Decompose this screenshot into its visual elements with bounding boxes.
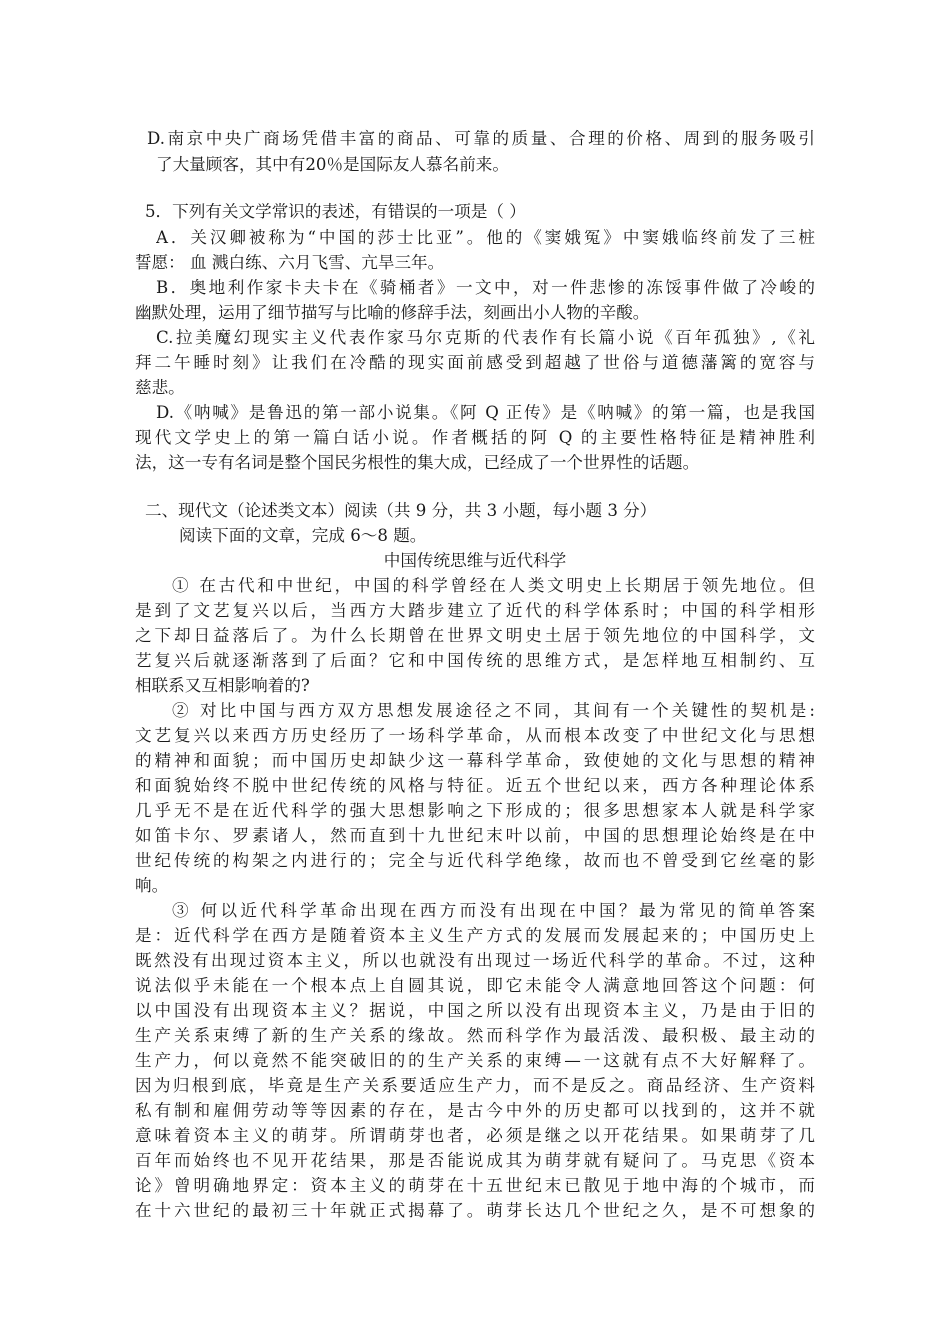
article-title: 中国传统思维与近代科学 <box>383 551 567 570</box>
article-paragraph-line: 文艺复兴以来西方历史经历了一场科学革命，从而根本改变了中世纪文化与思想 <box>135 726 815 745</box>
article-paragraph-line: 的精神和面貌；而中国历史却缺少这一幕科学革命，致使她的文化与思想的精神 <box>135 751 815 770</box>
article-paragraph-line: 以中国没有出现资本主义？据说，中国之所以没有出现资本主义，乃是由于旧的 <box>135 1001 815 1020</box>
section-heading: 二、现代文（论述类文本）阅读（共 9 分，共 3 小题，每小题 3 分） <box>145 501 657 520</box>
article-paragraph-line: 既然没有出现过资本主义，所以也就没有出现过一场近代科学的革命。不过，这种 <box>135 951 815 970</box>
question-5-option-a: 誓愿： 血 溅白练、六月飞雪、亢旱三年。 <box>135 253 445 272</box>
article-paragraph-line: 相联系又互相影响着的? <box>135 676 310 695</box>
question-5-option-a: A．关汉卿被称为“中国的莎士比亚”。他的《窦娥冤》中窦娥临终前发了三桩 <box>156 228 815 247</box>
question-5-option-b: B．奥地利作家卡夫卡在《骑桶者》一文中，对一件悲惨的冻馁事件做了冷峻的 <box>156 278 815 297</box>
question-5-option-c: 慈悲。 <box>135 378 185 397</box>
article-paragraph-line: 私有制和雇佣劳动等等因素的存在，是古今中外的历史都可以找到的，这并不就 <box>135 1101 815 1120</box>
article-paragraph-line: 几乎无不是在近代科学的强大思想影响之下形成的；很多思想家本人就是科学家 <box>135 801 815 820</box>
article-paragraph-line: 响。 <box>135 876 169 895</box>
option-d-prev-line: 了大量顾客，其中有20％是国际友人慕名前来。 <box>156 155 509 174</box>
article-paragraph-line: 艺复兴后就逐渐落到了后面？它和中国传统的思维方式，是怎样地互相制约、互 <box>135 651 815 670</box>
article-paragraph-line: 百年而始终也不见开花结果，那是否能说成其为萌芽就有疑问了。马克思《资本 <box>135 1151 815 1170</box>
question-5-option-c: 拜二午睡时刻》让我们在冷酷的现实面前感受到超越了世俗与道德藩篱的宽容与 <box>135 353 815 372</box>
article-paragraph-line: ③ 何以近代科学革命出现在西方而没有出现在中国？最为常见的简单答案 <box>172 901 815 920</box>
article-paragraph-line: ① 在古代和中世纪，中国的科学曾经在人类文明史上长期居于领先地位。但 <box>172 576 815 595</box>
article-paragraph-line: 说法似乎未能在一个根本点上自圆其说，即它未能令人满意地回答这个问题：何 <box>135 976 815 995</box>
question-5-option-b: 幽默处理，运用了细节描写与比喻的修辞手法，刻画出小人物的辛酸。 <box>135 303 650 322</box>
question-5-option-d: D.《呐喊》是鲁迅的第一部小说集。《阿 Q 正传》是《呐喊》的第一篇，也是我国 <box>156 403 815 422</box>
article-paragraph-line: 生产力，何以竟然不能突破旧的的生产关系的束缚—一这就有点不大好解释了。 <box>135 1051 815 1070</box>
article-paragraph-line: 在十六世纪的最初三十年就正式揭幕了。萌芽长达几个世纪之久，是不可想象的 <box>135 1201 815 1220</box>
article-paragraph-line: 论》曾明确地界定：资本主义的萌芽在十五世纪末已散见于地中海的个城市，而 <box>135 1176 815 1195</box>
article-paragraph-line: 是：近代科学在西方是随着资本主义生产方式的发展而发展起来的；中国历史上 <box>135 926 815 945</box>
section-instruction: 阅读下面的文章，完成 6～8 题。 <box>179 526 427 545</box>
option-d-prev-line: D.南京中央广商场凭借丰富的商品、可靠的质量、合理的价格、周到的服务吸引 <box>147 129 815 148</box>
question-5-option-d: 法，这一专有名词是整个国民劣根性的集大成，已经成了一个世界性的话题。 <box>135 453 700 472</box>
article-paragraph-line: 是到了文艺复兴以后，当西方大踏步建立了近代的科学体系时；中国的科学相形 <box>135 601 815 620</box>
article-paragraph-line: ② 对比中国与西方双方思想发展途径之不同，其间有一个关键性的契机是: <box>172 701 815 720</box>
article-paragraph-line: 和面貌始终不脱中世纪传统的风格与特征。近五个世纪以来，西方各种理论体系 <box>135 776 815 795</box>
question-5-stem: 5．下列有关文学常识的表述，有错误的一项是（ ） <box>145 202 526 221</box>
article-paragraph-line: 之下却日益落后了。为什么长期曾在世界文明史土居于领先地位的中国科学，文 <box>135 626 815 645</box>
question-5-option-d: 现代文学史上的第一篇白话小说。作者概括的阿 Q 的主要性格特征是精神胜利 <box>135 428 815 447</box>
article-paragraph-line: 如笛卡尔、罗素诸人，然而直到十九世纪末叶以前，中国的思想理论始终是在中 <box>135 826 815 845</box>
article-paragraph-line: 因为归根到底，毕竟是生产关系要适应生产力，而不是反之。商品经济、生产资料 <box>135 1076 815 1095</box>
question-5-option-c: C.拉美魔幻现实主义代表作家马尔克斯的代表作有长篇小说《百年孤独》,《礼 <box>156 328 815 347</box>
article-paragraph-line: 世纪传统的构架之内进行的；完全与近代科学绝缘，故而也不曾受到它丝毫的影 <box>135 851 815 870</box>
article-paragraph-line: 生产关系束缚了新的生产关系的缘故。然而科学作为最活泼、最积极、最主动的 <box>135 1026 815 1045</box>
article-paragraph-line: 意味着资本主义的萌芽。所谓萌芽也者，必须是继之以开花结果。如果萌芽了几 <box>135 1126 815 1145</box>
